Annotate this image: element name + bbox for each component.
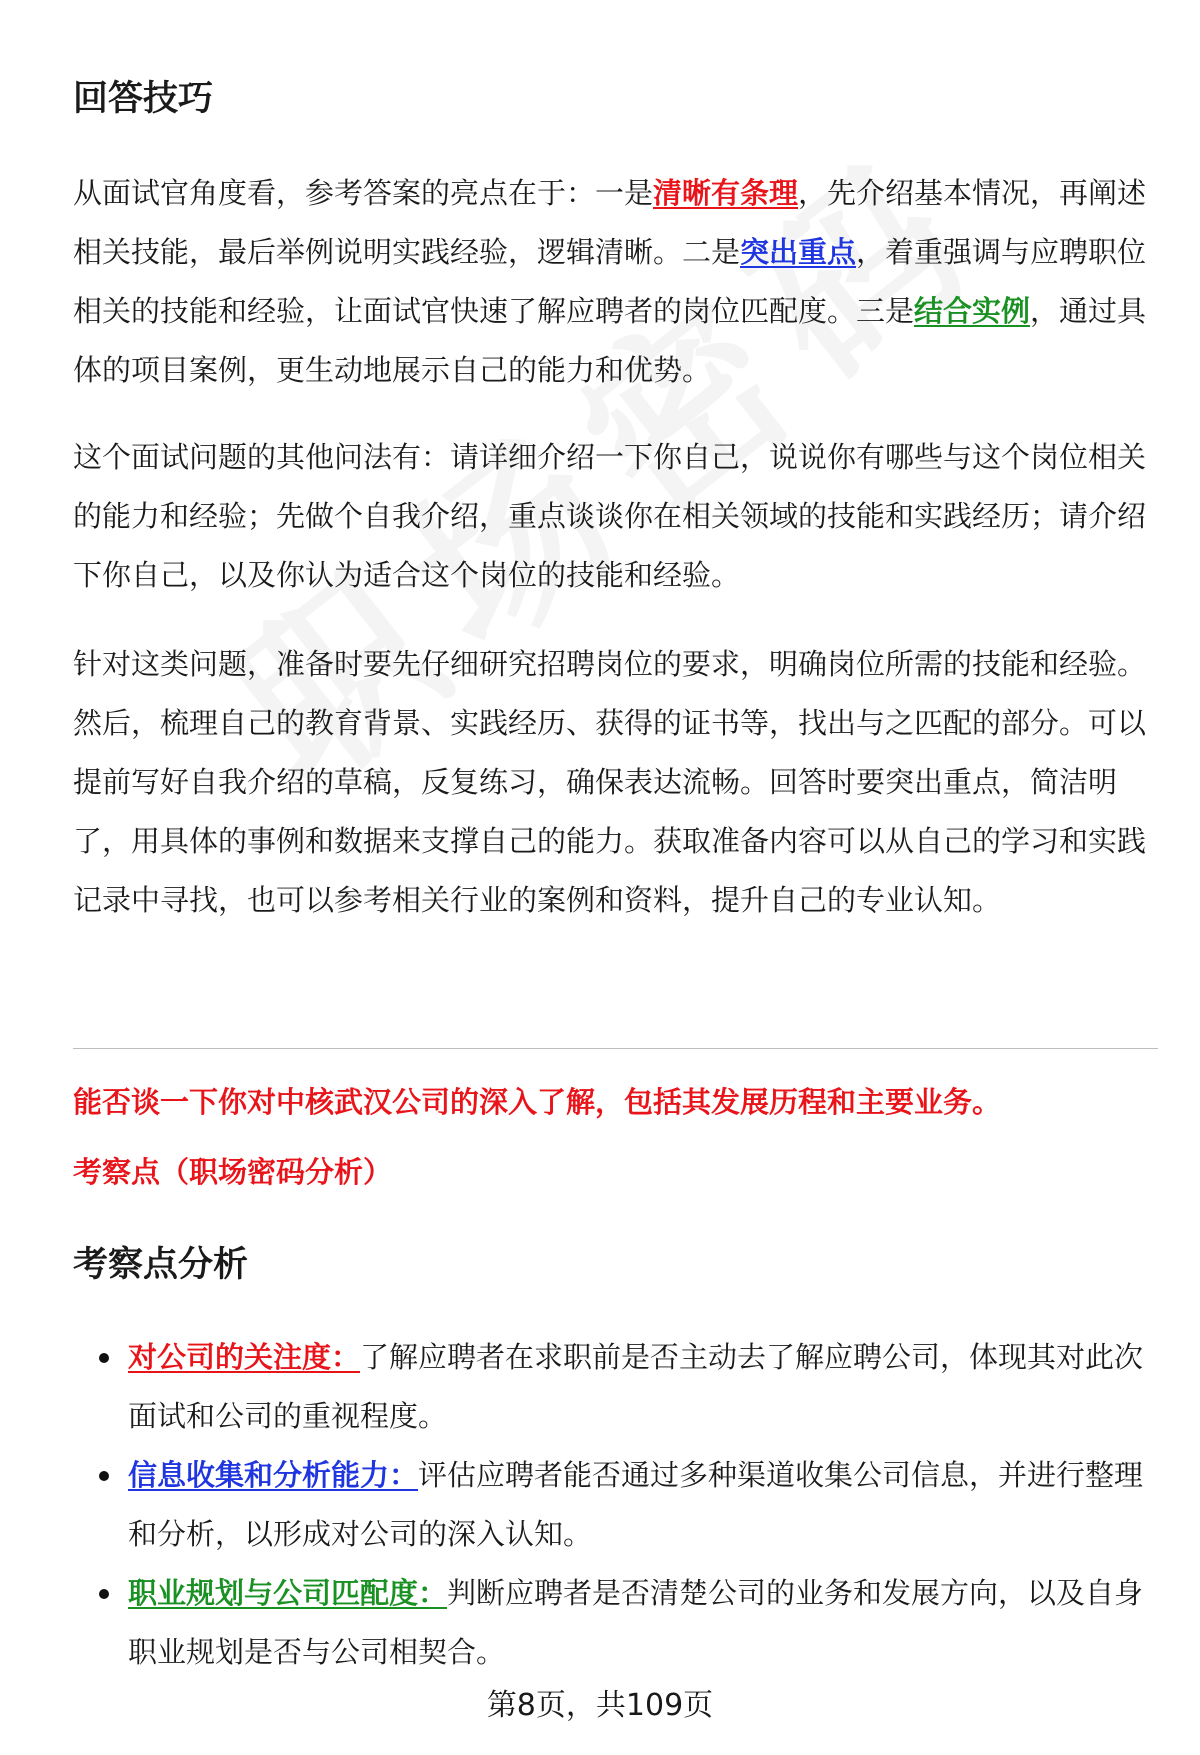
list-item	[73, 1446, 1158, 1564]
section-title-answer-tips: 回答技巧	[73, 79, 214, 119]
text-segment: ，通过具体的项目案例，更生动地展示自己的能力和优势。	[73, 294, 1147, 387]
section-title-analysis: 考察点分析	[73, 1245, 249, 1285]
paragraph-highlights	[73, 164, 1158, 400]
bullet-icon	[99, 1471, 109, 1481]
item-text: 判断应聘者是否清楚公司的业务和发展方向，以及自身职业规划是否与公司相契合。	[128, 1576, 1144, 1669]
item-text: 了解应聘者在求职前是否主动去了解应聘公司，体现其对此次面试和公司的重视程度。	[128, 1340, 1144, 1433]
divider	[73, 1048, 1158, 1049]
paragraph-preparation: 针对这类问题，准备时要先仔细研究招聘岗位的要求，明确岗位所需的技能和经验。然后，梳理自己的教育背景、实践经历、获得的证书等，找出与之匹配的部分。可以提前写好自我介绍的草稿，反复练习，确保表达流畅。回答时要突出重点，简洁明了，用具体的事例和数据来支撑自己的能力。获取准备内容可以从自己的学习和实践记录中寻找，也可以参考相关行业的案例和资料，提升自己的专业认知。	[73, 647, 1147, 917]
bullet-icon	[99, 1589, 109, 1599]
interview-question: 能否谈一下你对中核武汉公司的深入了解，包括其发展历程和主要业务。	[73, 1085, 1002, 1119]
text-segment: 从面试官角度看，参考答案的亮点在于：一是	[73, 176, 654, 210]
bullet-icon	[99, 1353, 109, 1363]
highlight-clear-logic: 清晰有条理	[653, 176, 799, 210]
paragraph-alternative-questions: 这个面试问题的其他问法有：请详细介绍一下你自己，说说你有哪些与这个岗位相关的能力和经验；先做个自我介绍，重点谈谈你在相关领域的技能和实践经历；请介绍下你自己，以及你认为适合这个岗位的技能和经验。	[73, 440, 1147, 592]
item-text: 评估应聘者能否通过多种渠道收集公司信息，并进行整理和分析，以形成对公司的深入认知。	[128, 1458, 1144, 1551]
highlight-examples: 结合实例	[914, 294, 1031, 328]
analysis-list	[73, 1328, 1158, 1682]
item-label: 职业规划与公司匹配度：	[128, 1576, 448, 1610]
list-item	[73, 1328, 1158, 1446]
list-item	[73, 1564, 1158, 1682]
item-label: 信息收集和分析能力：	[128, 1458, 419, 1492]
page-footer: 第8页，共109页	[486, 1688, 714, 1723]
item-label: 对公司的关注度：	[128, 1340, 361, 1374]
subheading-analysis-source: 考察点（职场密码分析）	[73, 1155, 393, 1189]
text-segment: ，着重强调与应聘职位相关的技能和经验，让面试官快速了解应聘者的岗位匹配度。三是	[73, 235, 1147, 328]
highlight-focus: 突出重点	[740, 235, 857, 269]
text-segment: ，先介绍基本情况，再阐述相关技能，最后举例说明实践经验，逻辑清晰。二是	[73, 176, 1147, 269]
